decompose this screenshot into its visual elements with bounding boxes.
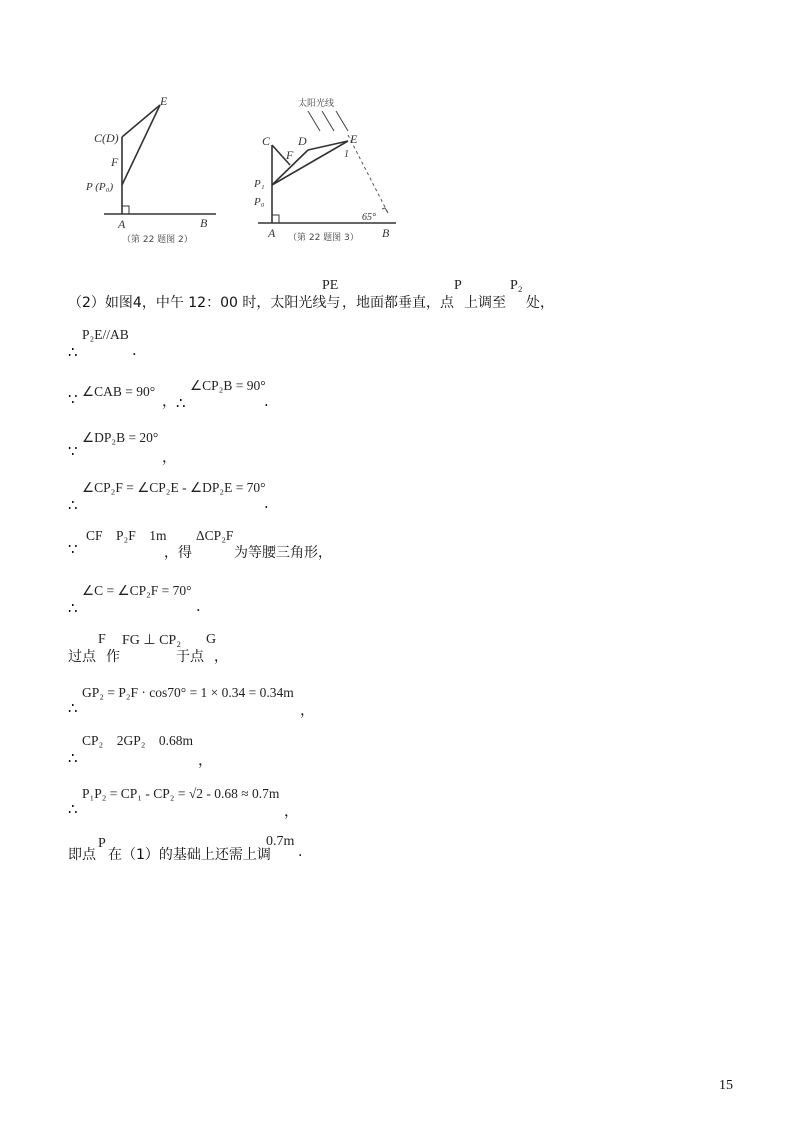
step-1-expr: P₂E//AB bbox=[82, 327, 129, 342]
step-10-expr: P₁P₂ = CP₁ - CP₂ = √2 - 0.68 ≈ 0.7m bbox=[82, 786, 280, 801]
step-5-mid: ，得 bbox=[164, 545, 192, 561]
conclusion-text-b: 在（1）的基础上还需上调 bbox=[108, 847, 271, 863]
because-symbol: ∵ bbox=[68, 390, 79, 408]
conclusion-text-a: 即点 bbox=[68, 847, 96, 863]
step-4-expr: ∠CP₂F = ∠CP₂E - ∠DP₂E = 70° bbox=[82, 480, 266, 495]
step-7-var-f: F bbox=[98, 632, 106, 647]
therefore-symbol: ∴ bbox=[68, 343, 79, 361]
solution-intro-line bbox=[68, 278, 628, 310]
step-7-expr: FG ⊥ CP₂ bbox=[122, 633, 182, 648]
label-e: E bbox=[160, 95, 168, 108]
intro-var-pe: PE bbox=[322, 278, 339, 293]
step-5-expr: CF P₂F 1m bbox=[86, 528, 167, 543]
step-9-tail: ， bbox=[198, 753, 213, 769]
step-2-comma: ， bbox=[162, 394, 177, 410]
step-line-2 bbox=[68, 378, 368, 410]
step-line-4 bbox=[68, 480, 468, 512]
page-number: 15 bbox=[719, 1078, 733, 1093]
label-1: 1 bbox=[344, 149, 349, 160]
step-9-expr: CP₂ 2GP₂ 0.68m bbox=[82, 733, 194, 748]
step-7-var-g: G bbox=[206, 632, 217, 647]
label-b3: B bbox=[382, 226, 390, 240]
label-sunlight: 太阳光线 bbox=[298, 99, 335, 109]
because-symbol: ∵ bbox=[68, 540, 79, 558]
label-e3: E bbox=[350, 132, 358, 146]
intro-var-p2: P₂ bbox=[510, 278, 523, 293]
therefore-symbol: ∴ bbox=[68, 699, 79, 717]
step-7-text-d: ， bbox=[214, 649, 228, 665]
label-p0: P₀ bbox=[254, 196, 265, 208]
therefore-symbol: ∴ bbox=[68, 496, 79, 514]
step-4-tail: . bbox=[264, 496, 269, 512]
step-8-tail: ， bbox=[300, 703, 315, 719]
conclusion-value: 0.7m bbox=[266, 834, 295, 849]
step-7-text-b: 作 bbox=[106, 649, 120, 665]
step-3-tail: ， bbox=[162, 450, 177, 466]
step-line-7 bbox=[68, 632, 368, 664]
step-8-expr: GP₂ = P₂F · cos70° = 1 × 0.34 = 0.34m bbox=[82, 685, 294, 700]
label-f3: F bbox=[286, 148, 294, 162]
intro-text-a: （2）如图4，中午 12：00 时，太阳光线与 bbox=[68, 295, 341, 311]
therefore-symbol: ∴ bbox=[68, 800, 79, 818]
therefore-symbol: ∴ bbox=[68, 749, 79, 767]
label-f: F bbox=[111, 155, 119, 169]
figure-2-diagram bbox=[78, 95, 228, 250]
step-5-tail: 为等腰三角形， bbox=[234, 545, 332, 561]
intro-text-d: 处， bbox=[526, 295, 554, 311]
figure-3 bbox=[248, 95, 408, 250]
label-65: 65° bbox=[362, 212, 376, 223]
intro-text-c: 上调至 bbox=[464, 295, 506, 311]
conclusion-var-p: P bbox=[98, 836, 106, 851]
step-2-expr2: ∠CP₂B = 90° bbox=[190, 378, 266, 393]
therefore-symbol: ∴ bbox=[176, 394, 187, 412]
intro-text-b: ，地面都垂直，点 bbox=[342, 295, 454, 311]
conclusion-line bbox=[68, 830, 468, 862]
step-line-1 bbox=[68, 327, 368, 359]
step-2-expr: ∠CAB = 90° bbox=[82, 384, 156, 399]
because-symbol: ∵ bbox=[68, 442, 79, 460]
label-a: A bbox=[118, 217, 126, 231]
step-line-8 bbox=[68, 683, 468, 719]
step-line-10 bbox=[68, 784, 468, 820]
label-d: D bbox=[298, 134, 307, 148]
label-c: C bbox=[262, 134, 271, 148]
step-5-expr2: ΔCP₂F bbox=[196, 528, 234, 543]
step-1-tail: . bbox=[132, 343, 137, 359]
label-p: P (P₀) bbox=[86, 181, 114, 193]
figure-2 bbox=[78, 95, 228, 250]
step-line-9 bbox=[68, 733, 368, 769]
conclusion-period: . bbox=[298, 844, 303, 860]
therefore-symbol: ∴ bbox=[68, 599, 79, 617]
step-6-expr: ∠C = ∠CP₂F = 70° bbox=[82, 583, 192, 598]
step-7-text-a: 过点 bbox=[68, 649, 96, 665]
figure-3-caption: （第 22 题图 3） bbox=[288, 233, 359, 243]
step-3-expr: ∠DP₂B = 20° bbox=[82, 430, 159, 445]
step-line-5 bbox=[68, 528, 468, 560]
label-a3: A bbox=[268, 226, 276, 240]
step-line-3 bbox=[68, 430, 368, 466]
figure-3-diagram bbox=[248, 95, 408, 250]
step-10-tail: ， bbox=[284, 804, 299, 820]
step-6-tail: . bbox=[196, 599, 201, 615]
label-b: B bbox=[200, 216, 208, 230]
step-line-6 bbox=[68, 583, 368, 615]
label-p1: P₁ bbox=[254, 178, 265, 190]
figure-2-caption: （第 22 题图 2） bbox=[122, 235, 193, 245]
step-2-tail: . bbox=[264, 394, 269, 410]
step-7-text-c: 于点 bbox=[176, 649, 204, 665]
intro-var-p: P bbox=[454, 278, 462, 293]
label-cd: C(D) bbox=[94, 131, 119, 145]
